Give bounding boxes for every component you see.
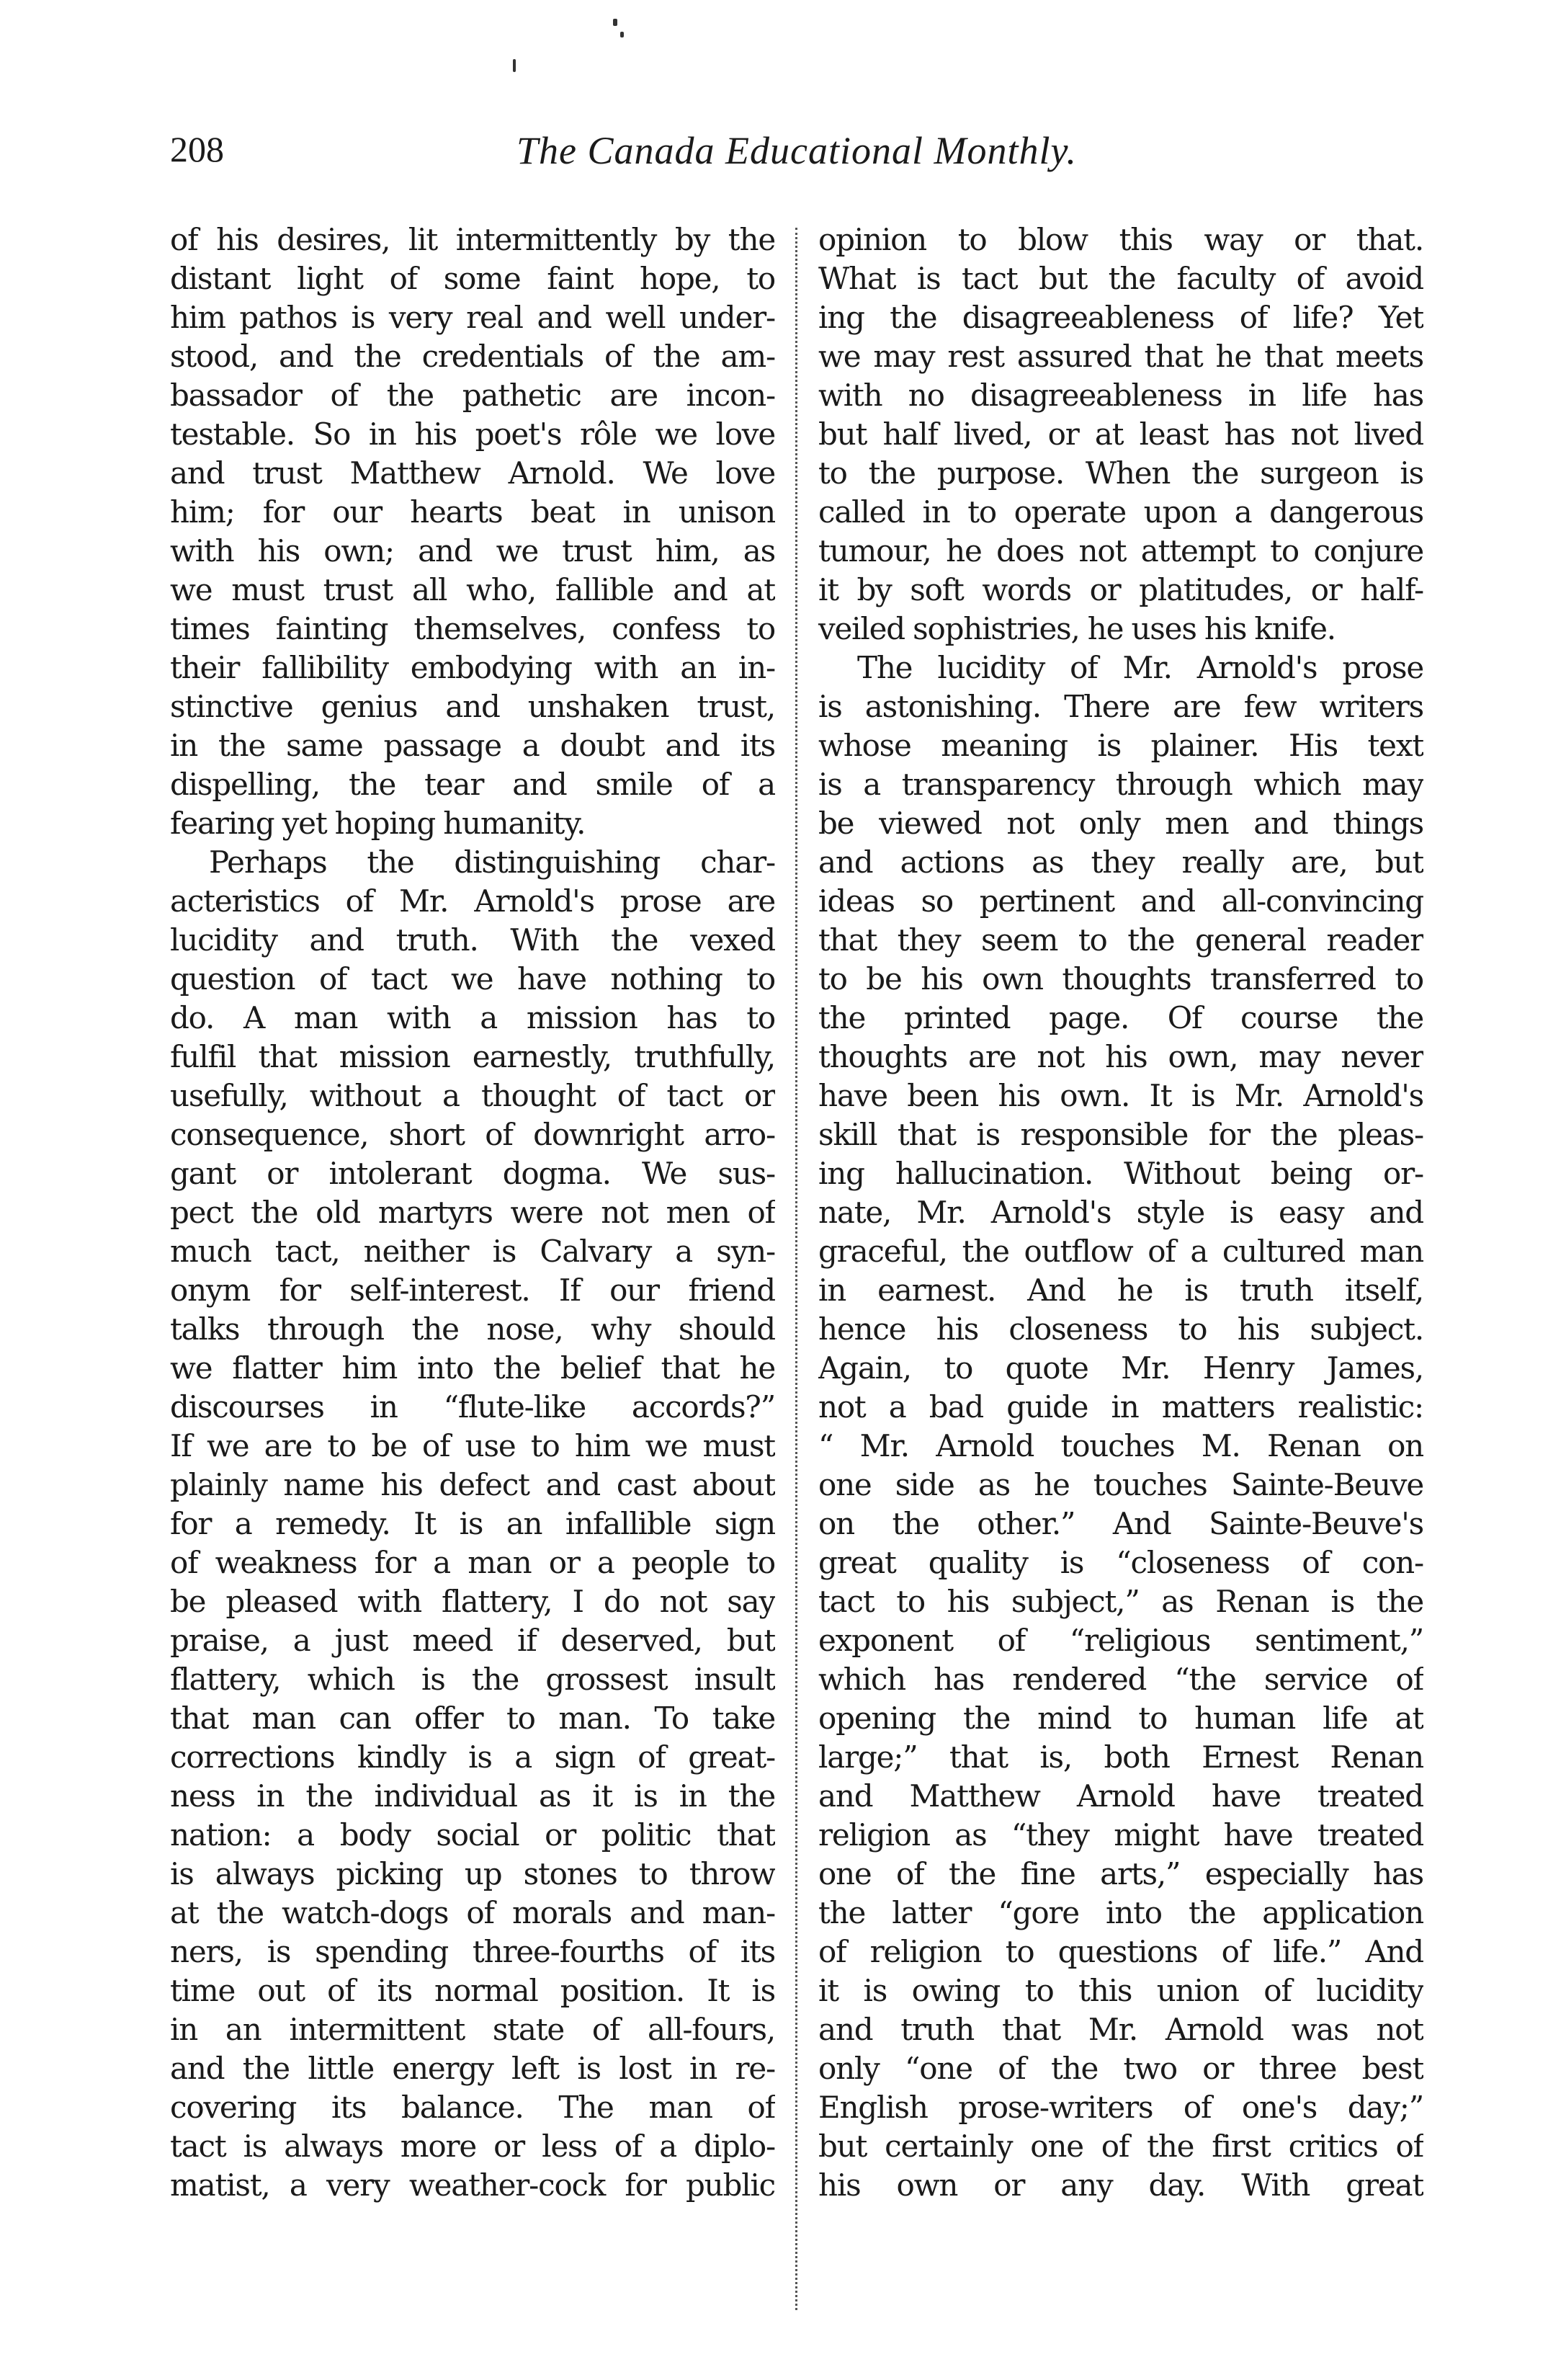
text-line: only “one of the two or three best [818,2051,1423,2086]
text-line: times fainting themselves, confess to [170,611,775,646]
text-line: not a bad guide in matters realistic: [818,1389,1423,1425]
text-line: ness in the individual as it is in the [170,1778,775,1814]
text-line: in earnest. And he is truth itself, [818,1273,1423,1308]
text-line: of religion to questions of life.” And [818,1934,1423,1969]
text-line: Again, to quote Mr. Henry James, [818,1350,1423,1386]
text-line: and Matthew Arnold have treated [818,1778,1423,1814]
text-line: time out of its normal position. It is [170,1973,775,2008]
text-line: is always picking up stones to throw [170,1856,775,1891]
text-line: bassador of the pathetic are incon- [170,378,775,413]
text-line: corrections kindly is a sign of great- [170,1739,775,1775]
text-line: him pathos is very real and well under- [170,300,775,335]
text-line: with his own; and we trust him, as [170,533,775,569]
text-line: we may rest assured that he that meets [818,339,1423,374]
text-line: be viewed not only men and things [818,806,1423,841]
text-line: to be his own thoughts transferred to [818,961,1423,997]
text-line: exponent of “religious sentiment,” [818,1623,1423,1658]
page-number: 208 [170,129,224,169]
text-line: question of tact we have nothing to [170,961,775,997]
text-line: If we are to be of use to him we must [170,1428,775,1463]
text-line: opening the mind to human life at [818,1701,1423,1736]
text-line: it is owing to this union of lucidity [818,1973,1423,2008]
running-title: The Canada Educational Monthly. [516,129,1077,172]
text-line: testable. So in his poet's rôle we love [170,416,775,452]
text-line: at the watch-dogs of morals and man- [170,1895,775,1930]
text-line: large;” that is, both Ernest Renan [818,1739,1423,1775]
text-line: Perhaps the distinguishing char- [209,844,775,880]
text-line: we must trust all who, fallible and at [170,572,775,607]
text-line: one of the fine arts,” especially has [818,1856,1423,1891]
text-line: fulfil that mission earnestly, truthfully, [170,1039,775,1074]
text-line: be pleased with flattery, I do not say [170,1584,775,1619]
text-line: veiled sophistries, he uses his knife. [818,611,1336,646]
column-divider [795,228,797,2310]
scan-speck [513,59,516,72]
text-line: distant light of some faint hope, to [170,261,775,296]
text-line: is a transparency through which may [818,767,1423,802]
text-line: and the little energy left is lost in re- [170,2051,775,2086]
text-line: tact to his subject,” as Renan is the [818,1584,1423,1619]
text-line: acteristics of Mr. Arnold's prose are [170,883,775,919]
text-line: covering its balance. The man of [170,2090,775,2125]
text-line: but half lived, or at least has not lived [818,416,1423,452]
scan-speck [620,32,624,37]
text-line: What is tact but the faculty of avoid [818,261,1423,296]
text-line: of weakness for a man or a people to [170,1545,775,1580]
text-line: plainly name his defect and cast about [170,1467,775,1502]
text-line: whose meaning is plainer. His text [818,728,1423,763]
left-column [170,220,775,2205]
text-line: hence his closeness to his subject. [818,1311,1423,1347]
text-line: skill that is responsible for the pleas- [818,1117,1423,1152]
text-line: for a remedy. It is an infallible sign [170,1506,775,1541]
text-line: called in to operate upon a dangerous [818,494,1423,530]
text-line: have been his own. It is Mr. Arnold's [818,1078,1423,1113]
text-line: onym for self-interest. If our friend [170,1273,775,1308]
text-line: talks through the nose, why should [170,1311,775,1347]
text-line: nation: a body social or politic that [170,1817,775,1853]
text-line: gant or intolerant dogma. We sus- [170,1156,775,1191]
text-line: on the other.” And Sainte-Beuve's [818,1506,1423,1541]
page-header [170,128,1423,186]
text-line: ners, is spending three-fourths of its [170,1934,775,1969]
text-line: that they seem to the general reader [818,922,1423,958]
text-line: to the purpose. When the surgeon is [818,455,1423,491]
text-line: his own or any day. With great [818,2167,1423,2203]
text-line: pect the old martyrs were not men of [170,1195,775,1230]
text-line: and truth that Mr. Arnold was not [818,2012,1423,2047]
text-line: and trust Matthew Arnold. We love [170,455,775,491]
text-columns [170,220,1423,2310]
text-line: stood, and the credentials of the am- [170,339,775,374]
right-column [818,220,1423,2205]
text-line: flattery, which is the grossest insult [170,1662,775,1697]
text-line: of his desires, lit intermittently by the [170,222,775,257]
text-line: but certainly one of the first critics of [818,2129,1423,2164]
text-line: in the same passage a doubt and its [170,728,775,763]
text-line: consequence, short of downright arro- [170,1117,775,1152]
text-line: opinion to blow this way or that. [818,222,1423,257]
text-line: in an intermittent state of all-fours, [170,2012,775,2047]
text-line: much tact, neither is Calvary a syn- [170,1234,775,1269]
text-line: praise, a just meed if deserved, but [170,1623,775,1658]
text-line: stinctive genius and unshaken trust, [170,689,775,724]
text-line: is astonishing. There are few writers [818,689,1423,724]
text-line: the latter “gore into the application [818,1895,1423,1930]
text-line: which has rendered “the service of [818,1662,1423,1697]
text-line: tact is always more or less of a diplo- [170,2129,775,2164]
text-line: “ Mr. Arnold touches M. Renan on [818,1428,1423,1463]
text-line: thoughts are not his own, may never [818,1039,1423,1074]
text-line: and actions as they really are, but [818,844,1423,880]
text-line: the printed page. Of course the [818,1000,1423,1035]
text-line: it by soft words or platitudes, or half- [818,572,1423,607]
text-line: matist, a very weather-cock for public [170,2167,775,2203]
text-line: nate, Mr. Arnold's style is easy and [818,1195,1423,1230]
text-line: lucidity and truth. With the vexed [170,922,775,958]
text-line: ing hallucination. Without being or- [818,1156,1423,1191]
text-line: dispelling, the tear and smile of a [170,767,775,802]
text-line: fearing yet hoping humanity. [170,806,586,841]
text-line: do. A man with a mission has to [170,1000,775,1035]
text-line: The lucidity of Mr. Arnold's prose [857,650,1423,685]
text-line: tumour, he does not attempt to conjure [818,533,1423,569]
text-line: graceful, the outflow of a cultured man [818,1234,1423,1269]
text-line: their fallibility embodying with an in- [170,650,775,685]
text-line: we flatter him into the belief that he [170,1350,775,1386]
text-line: great quality is “closeness of con- [818,1545,1423,1580]
scan-speck [613,19,617,26]
text-line: usefully, without a thought of tact or [170,1078,775,1113]
text-line: ideas so pertinent and all-convincing [818,883,1423,919]
text-line: one side as he touches Sainte-Beuve [818,1467,1423,1502]
text-line: with no disagreeableness in life has [818,378,1423,413]
text-line: discourses in “flute-like accords?” [170,1389,775,1425]
text-line: English prose-writers of one's day;” [818,2090,1423,2125]
text-line: religion as “they might have treated [818,1817,1423,1853]
text-line: that man can offer to man. To take [170,1701,775,1736]
text-line: him; for our hearts beat in unison [170,494,775,530]
text-line: ing the disagreeableness of life? Yet [818,300,1423,335]
